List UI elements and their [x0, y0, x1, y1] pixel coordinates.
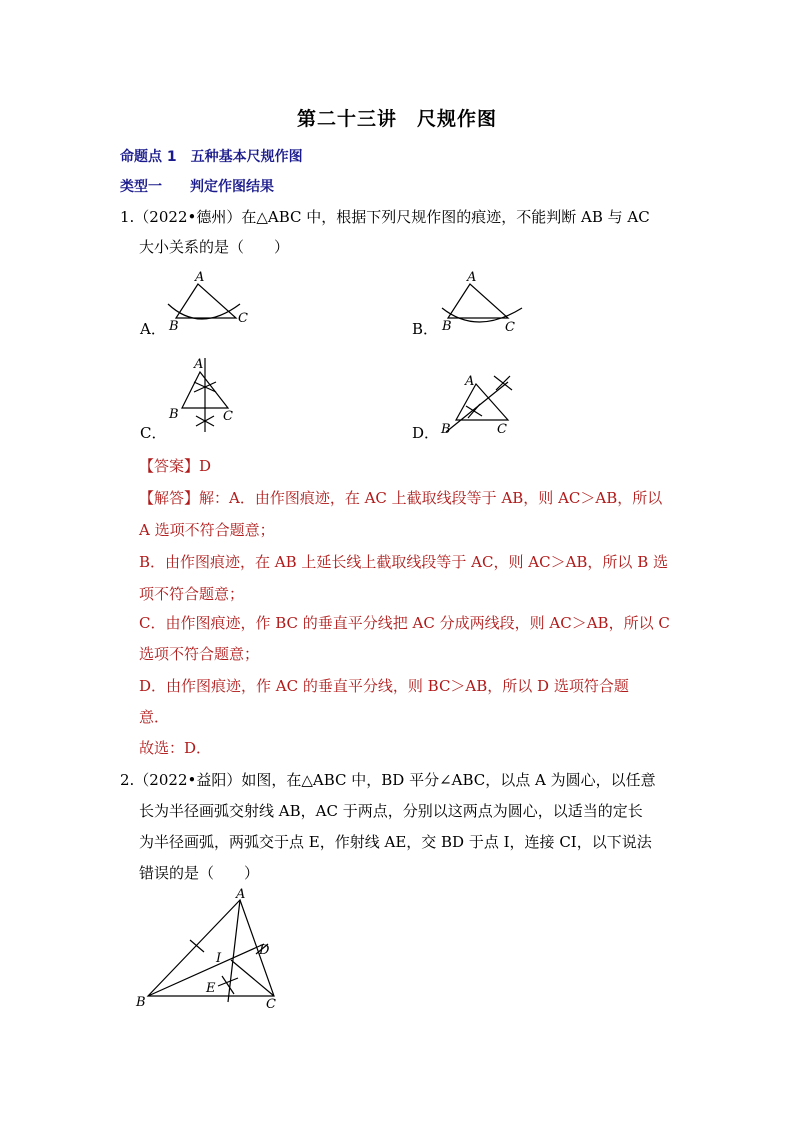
option-a-figure	[160, 266, 260, 336]
q2-label-c: C	[266, 997, 276, 1012]
q1-stem-line1: 1.（2022•德州）在△ABC 中，根据下列尺规作图的痕迹，不能判断 AB 与 AC	[120, 208, 650, 226]
q1-analysis-3: 项不符合题意；	[139, 585, 245, 603]
option-d-label: D．	[412, 424, 440, 442]
option-c-figure	[160, 352, 250, 438]
option-c-label: C．	[140, 424, 167, 442]
fig-a-label-c: C	[238, 311, 248, 326]
fig-b-label-a: A	[467, 270, 477, 285]
q1-analysis-2: B．由作图痕迹，在 AB 上延长线上截取线段等于 AC，则 AC＞AB，所以 B 选	[139, 553, 668, 571]
q2-stem-line3: 为半径画弧，两弧交于点 E，作射线 AE，交 BD 于点 I，连接 CI，以下说法	[139, 833, 652, 851]
q1-stem-line2: 大小关系的是（ ）	[139, 238, 290, 256]
fig-a-label-a: A	[195, 270, 205, 285]
fig-c-label-b: B	[169, 407, 179, 422]
fig-d-label-b: B	[441, 422, 451, 437]
option-a-label: A．	[140, 320, 166, 338]
fig-a-label-b: B	[169, 319, 179, 334]
q2-label-a: A	[236, 887, 246, 902]
q1-analysis-8: 故选：D．	[139, 739, 212, 757]
q2-stem-line1: 2.（2022•益阳）如图，在△ABC 中，BD 平分∠ABC，以点 A 为圆心，以任意	[120, 771, 656, 789]
q2-label-i: I	[216, 951, 222, 966]
type-heading: 类型一 判定作图结果	[120, 179, 274, 195]
q1-analysis-5: 选项不符合题意；	[139, 645, 260, 663]
q2-figure	[128, 884, 298, 1014]
fig-c-label-a: A	[194, 357, 204, 372]
q2-label-e: E	[206, 981, 216, 996]
option-b-figure	[432, 266, 532, 336]
q2-stem-line4: 错误的是（ ）	[139, 864, 260, 882]
q2-label-b: B	[136, 995, 146, 1010]
fig-b-label-c: C	[505, 320, 515, 335]
q1-analysis-0: 【解答】解：A．由作图痕迹，在 AC 上截取线段等于 AB，则 AC＞AB，所以	[139, 489, 663, 507]
q1-analysis-1: A 选项不符合题意；	[139, 521, 275, 539]
q2-label-d: D	[259, 943, 270, 958]
section-heading: 命题点 1 五种基本尺规作图	[120, 149, 303, 165]
q1-analysis-7: 意．	[139, 708, 170, 726]
q1-analysis-4: C．由作图痕迹，作 BC 的垂直平分线把 AC 分成两线段，则 AC＞AB，所以 C	[139, 614, 670, 632]
q2-stem-line2: 长为半径画弧交射线 AB，AC 于两点，分别以这两点为圆心，以适当的定长	[139, 802, 643, 820]
fig-d-label-c: C	[497, 422, 507, 437]
fig-c-label-c: C	[223, 409, 233, 424]
q1-answer: 【答案】D	[139, 457, 212, 475]
page-title: 第二十三讲 尺规作图	[296, 108, 497, 130]
option-d-figure	[432, 368, 532, 440]
q1-analysis-6: D．由作图痕迹，作 AC 的垂直平分线，则 BC＞AB，所以 D 选项符合题	[139, 677, 629, 695]
fig-b-label-b: B	[442, 319, 452, 334]
option-b-label: B．	[412, 320, 439, 338]
fig-d-label-a: A	[465, 374, 475, 389]
